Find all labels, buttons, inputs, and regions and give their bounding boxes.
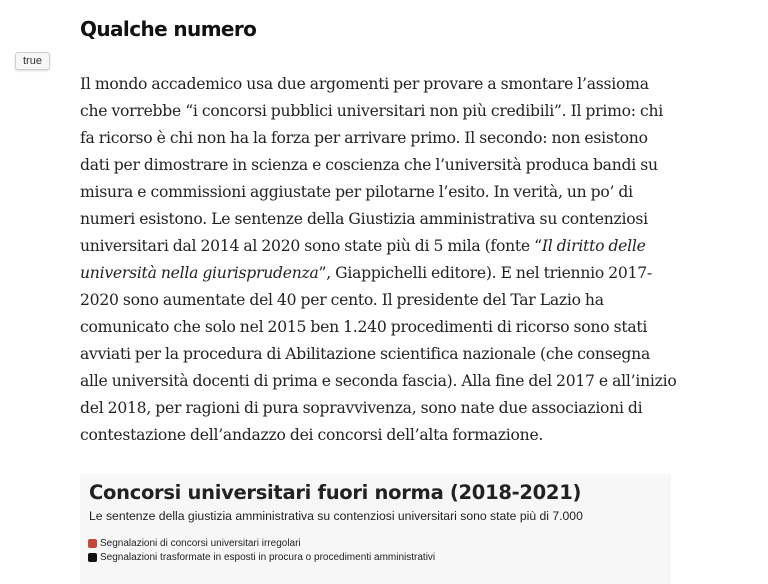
chart-legend [88, 536, 435, 564]
legend-swatch-black [88, 553, 97, 562]
book-title: Il diritto delle università nella giurisprudenza [80, 237, 646, 282]
legend-label: Segnalazioni trasformate in esposti in procura o procedimenti amministrativi [100, 551, 436, 563]
paragraph-text-1: Il mondo accademico usa due argomenti per provare a smontare l’assioma che vorrebbe “i concorsi pubblici universitari non più credibili”. Il primo: chi fa ricorso è chi non ha la forza per arrivare primo. Il secondo: non esistono dati per dimostrare in scienza e coscienza che l’università produca bandi su misura e commissioni aggiustate per pilotarne l’esito. In verità, un po’ di numeri esistono. Le sentenze della Giustizia amministrativa su contenziosi universitari dal 2014 al 2020 sono state più di 5 mila (fonte “ [80, 75, 663, 255]
legend-swatch-red [88, 539, 97, 548]
tooltip: true [15, 52, 50, 70]
paragraph-text-2: ”, Giappichelli editore). E nel triennio 2017-2020 sono aumentate del 40 per cento. Il presidente del Tar Lazio ha comunicato che solo nel 2015 ben 1.240 procedimenti di ricorso sono stati avviati per la procedura di Abilitazione scientifica nazionale (che consegna alle università docenti di prima e seconda fascia). Alla fine del 2017 e all’inizio del 2018, per ragioni di pura sopravvivenza, sono nate due associazioni di contestazione dell’andazzo dei concorsi dell’alta formazione. [80, 264, 677, 444]
chart-title: Concorsi universitari fuori norma (2018-2021) [89, 481, 582, 504]
article-paragraph [80, 71, 680, 449]
legend-item-esposti [88, 550, 435, 564]
chart-subtitle: Le sentenze della giustizia amministrativa su contenziosi universitari sono state più di 7.000 [89, 509, 583, 523]
legend-label: Segnalazioni di concorsi universitari irregolari [100, 537, 301, 549]
section-heading: Qualche numero [80, 17, 257, 41]
chart-card [80, 474, 671, 584]
legend-item-irregular [88, 536, 435, 550]
